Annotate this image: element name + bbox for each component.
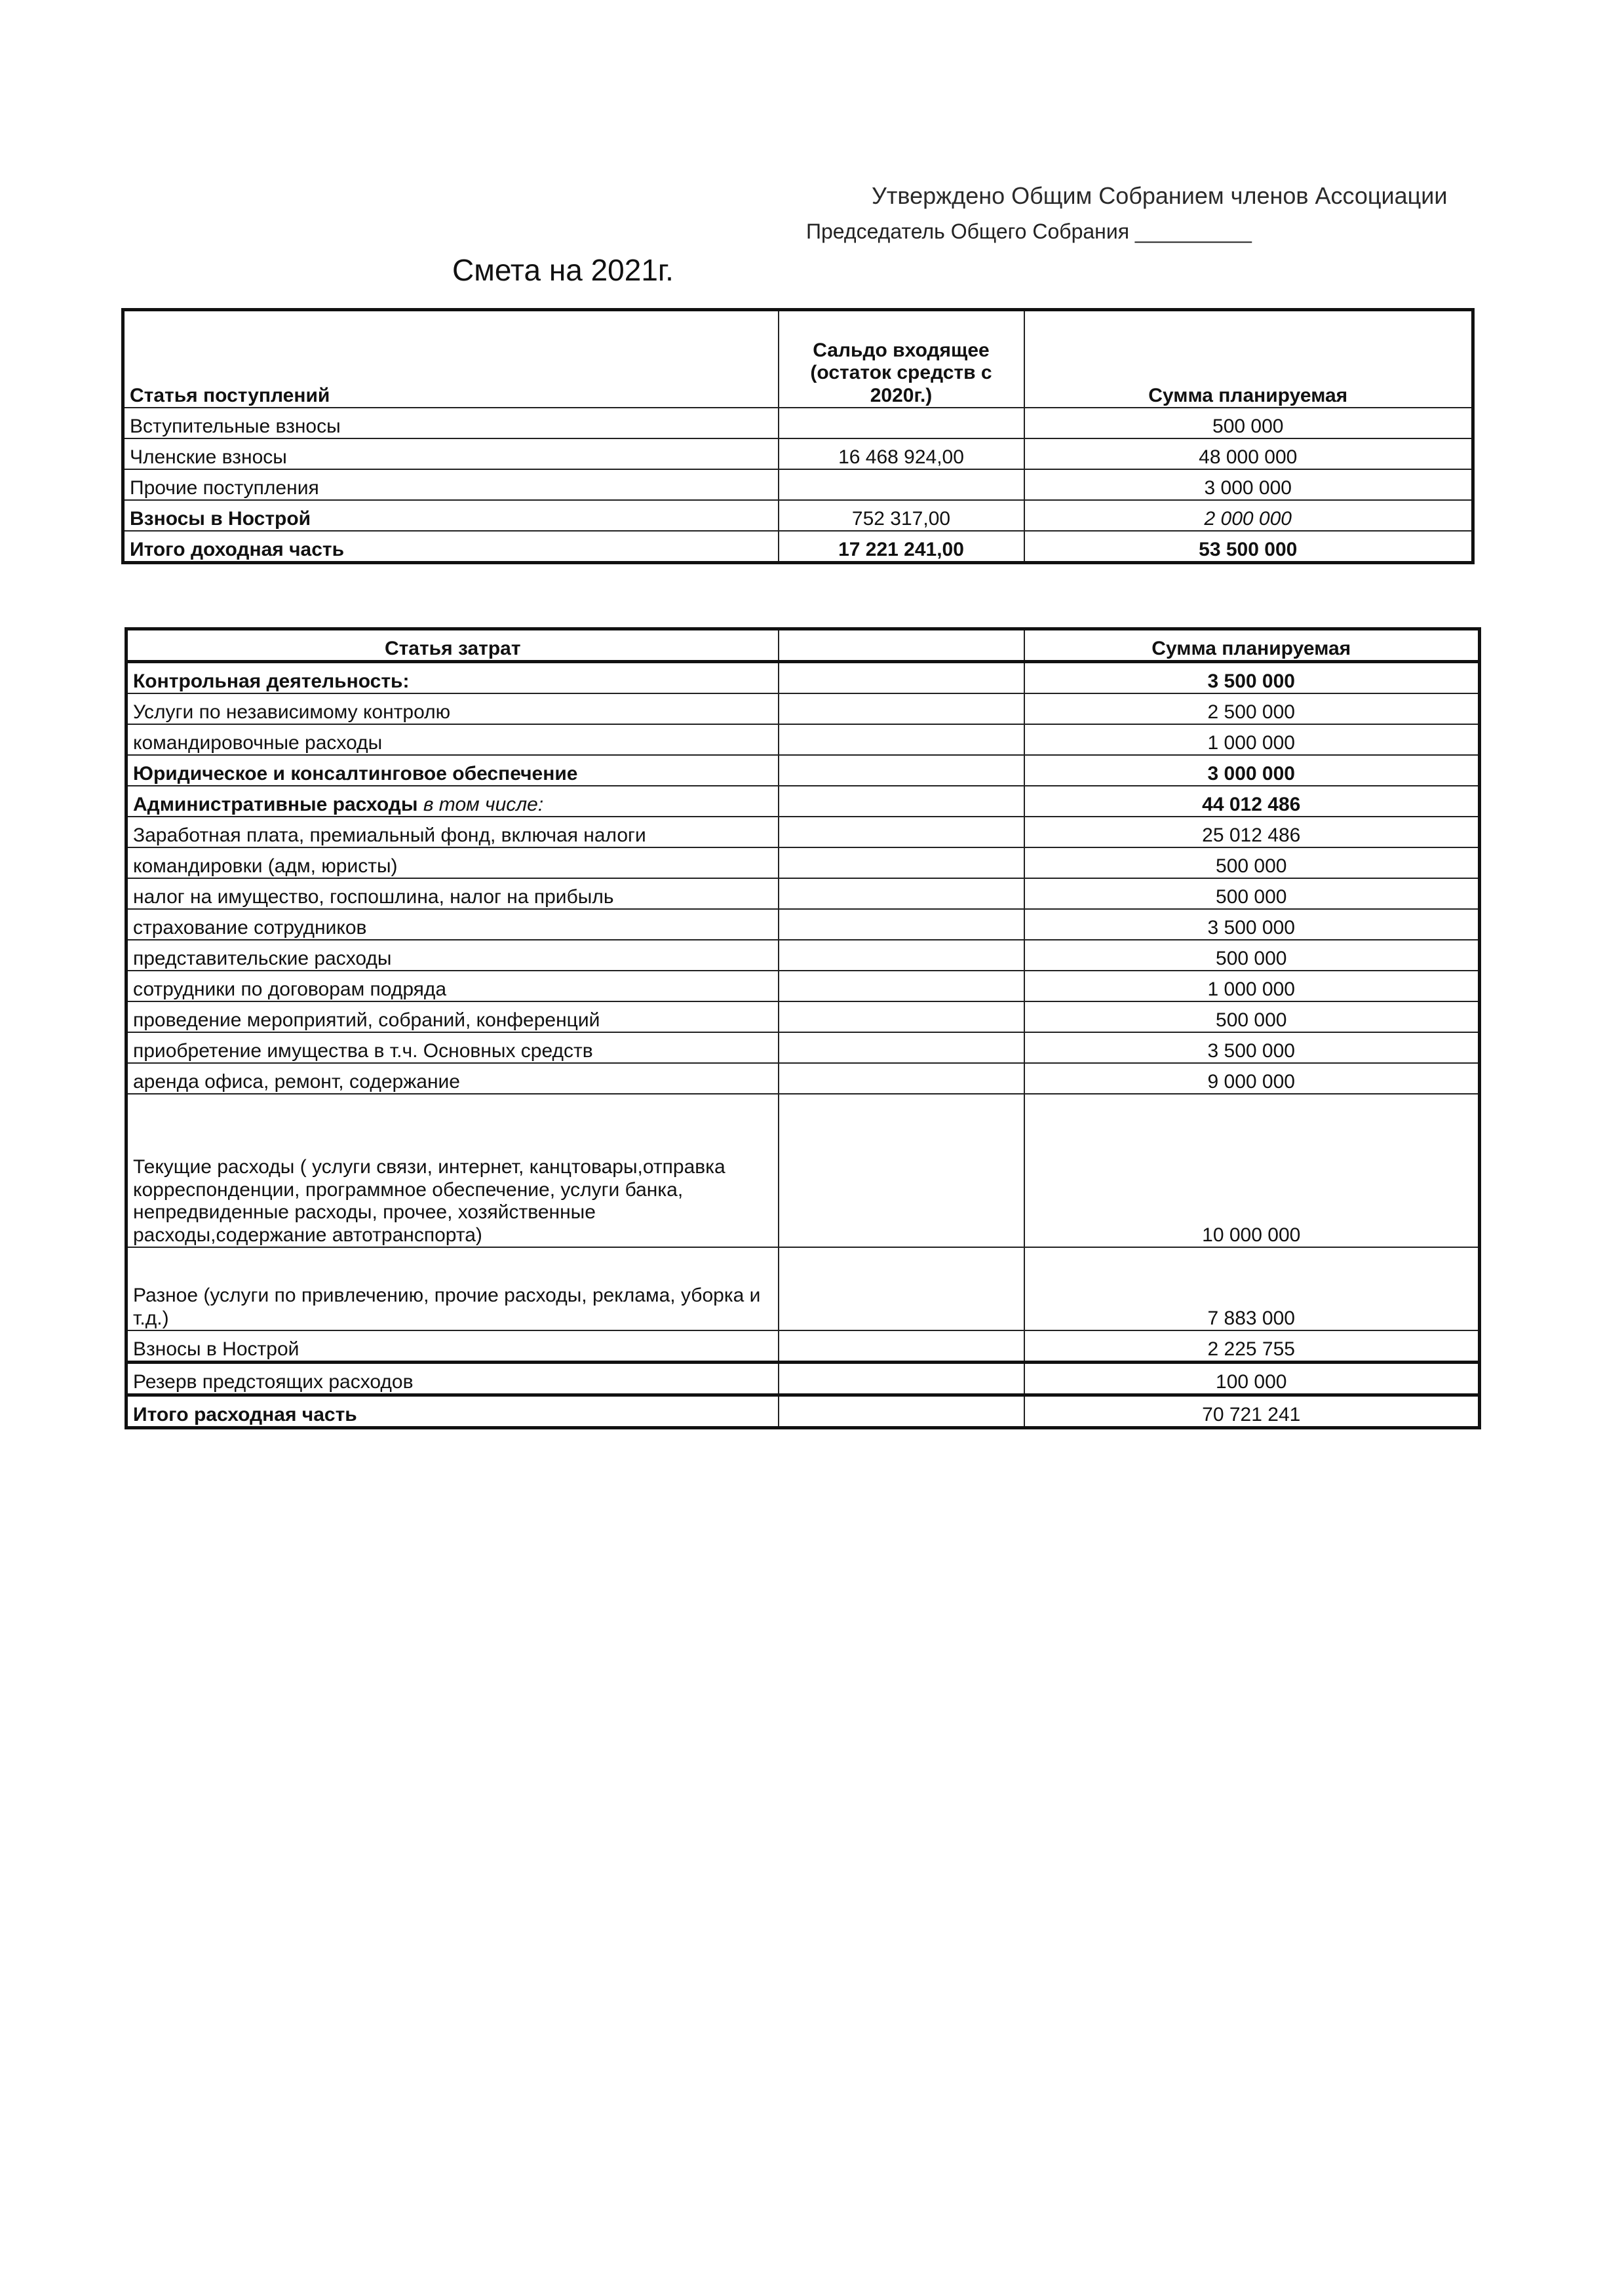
expense-blank-cell <box>779 878 1024 909</box>
table-row <box>126 1001 1480 1032</box>
table-row <box>123 469 1473 500</box>
expense-planned: 2 500 000 <box>1024 693 1480 724</box>
expense-col-planned: Сумма планируемая <box>1024 629 1480 662</box>
expense-item-main: Административные расходы <box>133 793 418 815</box>
chairman-signature-line: Председатель Общего Собрания __________ <box>806 220 1252 243</box>
expense-blank-cell <box>779 1363 1024 1395</box>
table-row <box>126 1363 1480 1395</box>
income-balance: 752 317,00 <box>779 500 1024 531</box>
expense-blank-cell <box>779 940 1024 971</box>
table-row <box>126 940 1480 971</box>
approval-note: Утверждено Общим Собранием членов Ассоциации <box>872 182 1448 209</box>
table-row <box>126 662 1480 694</box>
expense-planned: 44 012 486 <box>1024 786 1480 817</box>
expense-planned: 10 000 000 <box>1024 1094 1480 1247</box>
expense-blank-cell <box>779 1032 1024 1063</box>
expense-blank-cell <box>779 662 1024 694</box>
expense-total-label: Итого расходная часть <box>126 1395 779 1428</box>
expense-item: Заработная плата, премиальный фонд, включая налоги <box>126 817 779 847</box>
table-row <box>123 408 1473 438</box>
table-row <box>126 971 1480 1001</box>
expense-item: Юридическое и консалтинговое обеспечение <box>126 755 779 786</box>
expense-planned: 500 000 <box>1024 1001 1480 1032</box>
expense-planned: 3 500 000 <box>1024 909 1480 940</box>
income-col-item: Статья поступлений <box>123 310 779 408</box>
expense-item: командировочные расходы <box>126 724 779 755</box>
expense-planned: 9 000 000 <box>1024 1063 1480 1094</box>
income-col-balance: Сальдо входящее (остаток средств с 2020г.) <box>779 310 1024 408</box>
income-planned: 500 000 <box>1024 408 1473 438</box>
income-item: Взносы в Нострой <box>123 500 779 531</box>
expense-blank-cell <box>779 1330 1024 1363</box>
table-row <box>126 878 1480 909</box>
table-row-total <box>126 1395 1480 1428</box>
expense-planned: 100 000 <box>1024 1363 1480 1395</box>
income-item: Членские взносы <box>123 438 779 469</box>
expense-item: Взносы в Нострой <box>126 1330 779 1363</box>
income-col-planned: Сумма планируемая <box>1024 310 1473 408</box>
income-planned: 3 000 000 <box>1024 469 1473 500</box>
expense-item: проведение мероприятий, собраний, конференций <box>126 1001 779 1032</box>
expense-planned: 25 012 486 <box>1024 817 1480 847</box>
expense-item-suffix: в том числе: <box>423 793 544 815</box>
expense-item: Контрольная деятельность: <box>126 662 779 694</box>
expense-blank-cell <box>779 755 1024 786</box>
table-row <box>126 755 1480 786</box>
table-row <box>126 1330 1480 1363</box>
expense-blank-cell <box>779 909 1024 940</box>
expense-planned: 3 000 000 <box>1024 755 1480 786</box>
expense-item: Услуги по независимому контролю <box>126 693 779 724</box>
expense-blank-cell <box>779 1395 1024 1428</box>
expense-planned: 1 000 000 <box>1024 971 1480 1001</box>
expense-blank-cell <box>779 1094 1024 1247</box>
expense-item: сотрудники по договорам подряда <box>126 971 779 1001</box>
expense-item: аренда офиса, ремонт, содержание <box>126 1063 779 1094</box>
income-balance <box>779 408 1024 438</box>
income-total-balance: 17 221 241,00 <box>779 531 1024 563</box>
income-total-planned: 53 500 000 <box>1024 531 1473 563</box>
page-title: Смета на 2021г. <box>452 253 674 287</box>
expense-item: командировки (адм, юристы) <box>126 847 779 878</box>
table-row <box>126 817 1480 847</box>
expense-planned: 500 000 <box>1024 847 1480 878</box>
expense-planned: 3 500 000 <box>1024 1032 1480 1063</box>
expense-blank-cell <box>779 847 1024 878</box>
expense-table <box>125 627 1481 1429</box>
table-row <box>126 786 1480 817</box>
expense-blank-cell <box>779 1063 1024 1094</box>
table-row <box>123 500 1473 531</box>
expense-item: Текущие расходы ( услуги связи, интернет, канцтовары,отправка корреспонденции, программное обеспечение, услуги банка, непредвиденные расходы, прочее, хозяйственные расходы,содержание автотранспорта) <box>126 1094 779 1247</box>
table-row <box>126 1247 1480 1330</box>
expense-item: страхование сотрудников <box>126 909 779 940</box>
expense-planned: 2 225 755 <box>1024 1330 1480 1363</box>
income-item: Вступительные взносы <box>123 408 779 438</box>
expense-total-planned: 70 721 241 <box>1024 1395 1480 1428</box>
expense-item: Разное (услуги по привлечению, прочие расходы, реклама, уборка и т.д.) <box>126 1247 779 1330</box>
expense-item: представительские расходы <box>126 940 779 971</box>
table-row <box>126 693 1480 724</box>
expense-blank-cell <box>779 1001 1024 1032</box>
expense-blank-cell <box>779 724 1024 755</box>
table-row <box>126 909 1480 940</box>
expense-planned: 3 500 000 <box>1024 662 1480 694</box>
expense-col-blank <box>779 629 1024 662</box>
expense-col-item: Статья затрат <box>126 629 779 662</box>
income-total-label: Итого доходная часть <box>123 531 779 563</box>
income-planned: 48 000 000 <box>1024 438 1473 469</box>
table-row <box>123 438 1473 469</box>
expense-blank-cell <box>779 693 1024 724</box>
expense-item: приобретение имущества в т.ч. Основных средств <box>126 1032 779 1063</box>
expense-planned: 7 883 000 <box>1024 1247 1480 1330</box>
table-row <box>126 1032 1480 1063</box>
income-planned: 2 000 000 <box>1024 500 1473 531</box>
expense-blank-cell <box>779 786 1024 817</box>
table-row <box>126 1094 1480 1247</box>
income-balance <box>779 469 1024 500</box>
expense-blank-cell <box>779 1247 1024 1330</box>
expense-item: Резерв предстоящих расходов <box>126 1363 779 1395</box>
table-row <box>126 1063 1480 1094</box>
expense-item <box>126 786 779 817</box>
expense-planned: 1 000 000 <box>1024 724 1480 755</box>
expense-item: налог на имущество, госпошлина, налог на прибыль <box>126 878 779 909</box>
expense-planned: 500 000 <box>1024 878 1480 909</box>
table-row <box>126 847 1480 878</box>
expense-planned: 500 000 <box>1024 940 1480 971</box>
income-balance: 16 468 924,00 <box>779 438 1024 469</box>
income-item: Прочие поступления <box>123 469 779 500</box>
table-row-total <box>123 531 1473 563</box>
table-row <box>126 724 1480 755</box>
expense-blank-cell <box>779 817 1024 847</box>
expense-blank-cell <box>779 971 1024 1001</box>
income-table <box>121 308 1475 564</box>
